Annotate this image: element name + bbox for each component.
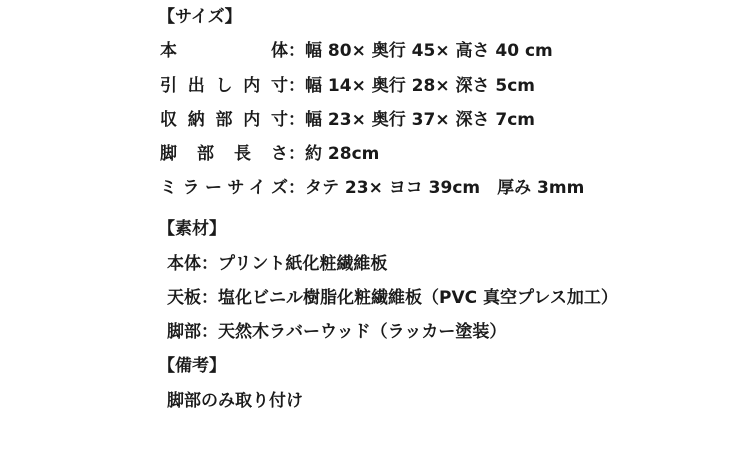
spec-label: 引出し内寸 — [160, 76, 288, 96]
spec-row-drawer — [160, 76, 535, 96]
material-item-top: 天板：塩化ビニル樹脂化粧繊維板（PVC 真空プレス加工） — [167, 288, 618, 308]
material-item-legs: 脚部：天然木ラバーウッド（ラッカー塗装） — [167, 322, 507, 342]
spec-value: 幅 80× 奥行 45× 高さ 40 cm — [305, 41, 553, 61]
spec-value: 約 28cm — [305, 144, 380, 164]
notes-heading: 【備考】 — [158, 356, 226, 376]
spec-value: 幅 14× 奥行 28× 深さ 5cm — [305, 76, 536, 96]
spec-row-mirror — [160, 178, 584, 198]
spec-colon: ： — [288, 110, 305, 130]
spec-label: ミラーサイズ — [160, 178, 288, 198]
spec-row-storage — [160, 110, 535, 130]
material-item-body: 本体：プリント紙化粧繊維板 — [167, 254, 388, 274]
spec-label: 本体 — [160, 41, 288, 61]
spec-label: 収納部内寸 — [160, 110, 288, 130]
spec-colon: ： — [288, 41, 305, 61]
spec-row-body — [160, 41, 553, 61]
material-heading: 【素材】 — [158, 219, 226, 239]
spec-colon: ： — [288, 178, 305, 198]
spec-row-legs — [160, 144, 379, 164]
spec-value: タテ 23× ヨコ 39cm 厚み 3mm — [305, 178, 585, 198]
spec-colon: ： — [288, 76, 305, 96]
size-heading: 【サイズ】 — [158, 7, 242, 27]
spec-label: 脚部長さ — [160, 144, 288, 164]
spec-colon: ： — [288, 144, 305, 164]
spec-value: 幅 23× 奥行 37× 深さ 7cm — [305, 110, 536, 130]
notes-item: 脚部のみ取り付け — [167, 391, 303, 411]
